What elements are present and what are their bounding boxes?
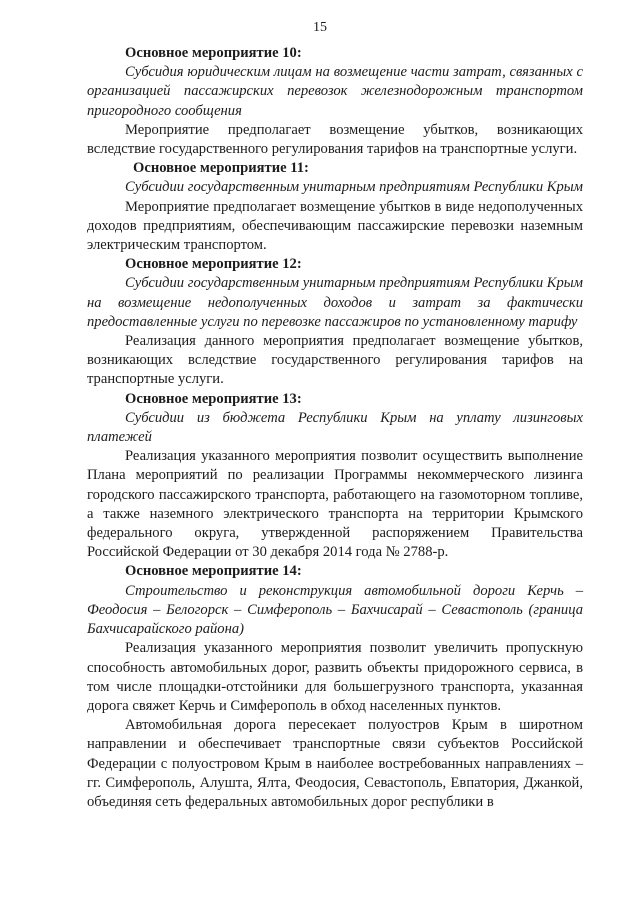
section-heading: Основное мероприятие 14: [125, 563, 302, 580]
section-subtitle: Субсидии государственным унитарным предприятиям Республики Крым на возмещение недополученных доходов и затрат за фактически предоставленные услуги по перевозке пассажиров по установленному тарифу [87, 275, 583, 330]
section-11 [87, 159, 583, 255]
section-subtitle: Строительство и реконструкция автомобильной дороги Керчь – Феодосия – Белогорск – Симферополь – Бахчисарай – Севастополь (граница Бахчисарайского района) [87, 582, 583, 638]
section-paragraph: Реализация указанного мероприятия позволит увеличить пропускную способность автомобильных дорог, развить объекты придорожного сервиса, в том числе площадки-отстойники для большегрузного транспорта, указанная дорога свяжет Керчь и Симферополь в обход населенных пунктов. [87, 640, 583, 714]
section-subtitle: Субсидия юридическим лицам на возмещение части затрат, связанных с организацией пассажирских перевозок железнодорожным транспортом пригородного сообщения [87, 64, 583, 119]
section-10 [87, 44, 583, 159]
section-13 [87, 390, 583, 563]
section-paragraph: Реализация указанного мероприятия позволит осуществить выполнение Плана мероприятий по реализации Программы некоммерческого лизинга городского пассажирского транспорта, работающего на газомоторном топливе, а также наземного электрического транспорта на территории Крымского федерального округа, утвержденной распоряжением Правительства Российской Федерации от 30 декабря 2014 года № 2788-р. [87, 448, 583, 561]
section-paragraph: Автомобильная дорога пересекает полуостров Крым в широтном направлении и обеспечивает транспортные связи субъектов Российской Федерации с полуостровом Крым в наиболее востребованных направлениях – гг. Симферополь, Алушта, Ялта, Феодосия, Севастополь, Евпатория, Джанкой, объединяя сеть федеральных автомобильных дорог республики в [87, 717, 583, 810]
document-body [87, 44, 583, 812]
section-heading: Основное мероприятие 11: [133, 160, 309, 177]
section-14 [87, 562, 583, 812]
section-paragraph: Мероприятие предполагает возмещение убытков в виде недополученных доходов предприятиям, обеспечивающим пассажирские перевозки наземным электрическим транспортом. [87, 198, 583, 254]
section-12 [87, 255, 583, 389]
section-paragraph: Мероприятие предполагает возмещение убытков, возникающих вследствие государственного регулирования тарифов на транспортные услуги. [87, 121, 583, 158]
section-heading: Основное мероприятие 10: [125, 45, 302, 61]
section-subtitle: Субсидии государственным унитарным предприятиям Республики Крым [125, 179, 583, 196]
section-paragraph: Реализация данного мероприятия предполагает возмещение убытков, возникающих вследствие государственного регулирования тарифов на транспортные услуги. [87, 333, 583, 388]
section-heading: Основное мероприятие 12: [125, 256, 302, 273]
page-number: 15 [313, 20, 327, 35]
section-heading: Основное мероприятие 13: [125, 390, 302, 407]
section-subtitle: Субсидии из бюджета Республики Крым на уплату лизинговых платежей [87, 409, 583, 446]
